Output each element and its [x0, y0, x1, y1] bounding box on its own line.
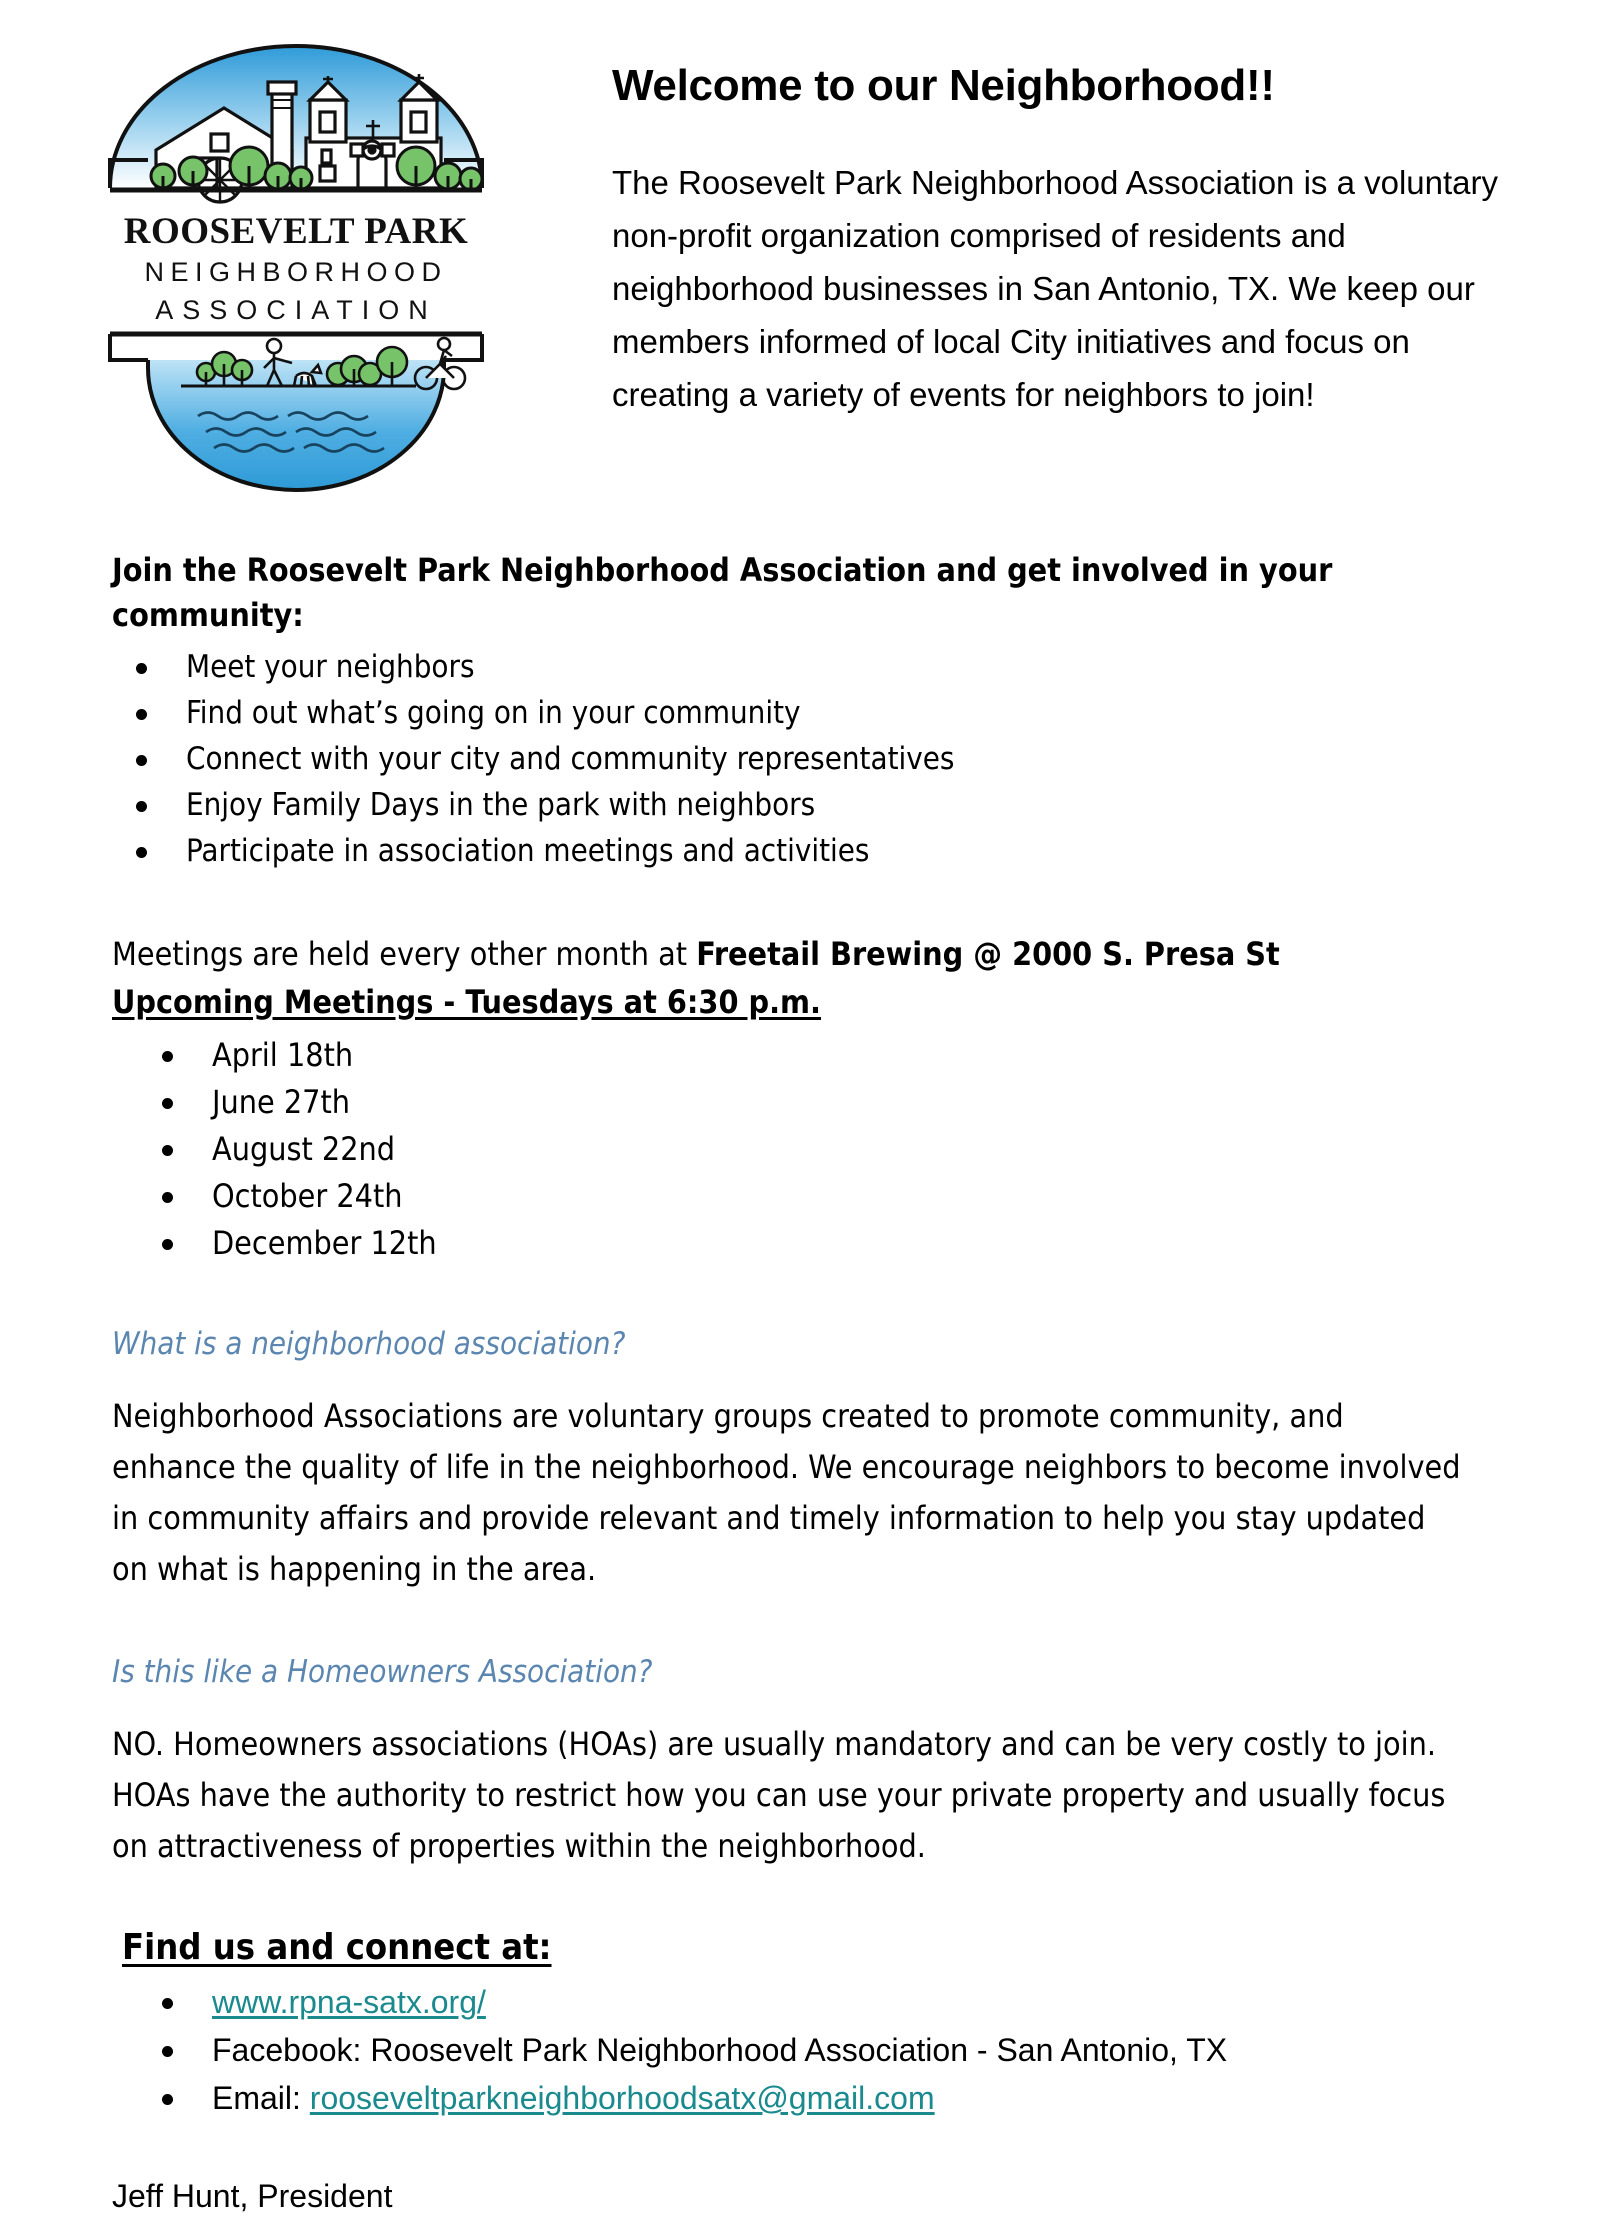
connect-heading: Find us and connect at: [122, 1927, 552, 1968]
logo-line-1: ROOSEVELT PARK [123, 211, 469, 252]
list-item: Connect with your city and community representatives [112, 736, 1512, 782]
email-link[interactable]: rooseveltparkneighborhoodsatx@gmail.com [309, 2080, 935, 2116]
list-item-website [112, 1978, 1512, 2026]
list-item: October 24th [112, 1173, 1512, 1220]
list-item: Find out what’s going on in your community [112, 690, 1512, 736]
website-link[interactable]: www.rpna-satx.org/ [212, 1984, 486, 2020]
faq-question-1: What is a neighborhood association? [112, 1326, 626, 1362]
faq-answer-2: NO. Homeowners associations (HOAs) are usually mandatory and can be very costly to join. HOAs have the authority to restrict how you can use your private property and usually focus on attractiveness of properties within the neighborhood. [112, 1725, 1446, 1865]
header-text-block [612, 60, 1512, 421]
logo-frame-bottom [110, 334, 482, 360]
header [0, 0, 1600, 530]
list-item: Enjoy Family Days in the park with neighbors [112, 782, 1512, 828]
meetings-venue: Freetail Brewing @ 2000 S. Presa St [696, 935, 1280, 973]
intro-paragraph: The Roosevelt Park Neighborhood Association is a voluntary non-profit organization comprised of residents and neighborhood businesses in San Antonio, TX. We keep our members informed of local City initiatives and focus on creating a variety of events for neighbors to join! [612, 164, 1498, 413]
meetings-line-prefix: Meetings are held every other month at [112, 935, 697, 973]
connect-heading-wrap [112, 1872, 1512, 1972]
list-item: April 18th [112, 1032, 1512, 1079]
email-label: Email: [212, 2080, 310, 2116]
meeting-dates-list [112, 1032, 1512, 1267]
meetings-location-line [112, 930, 1512, 978]
list-item: Participate in association meetings and activities [112, 828, 1512, 874]
facebook-label: Facebook: [212, 2032, 371, 2068]
logo-line-3: ASSOCIATION [155, 295, 437, 325]
logo-line-2: NEIGHBORHOOD [144, 257, 448, 287]
faq-question-2: Is this like a Homeowners Association? [112, 1654, 653, 1690]
faq-answer-1: Neighborhood Associations are voluntary groups created to promote community, and enhance the quality of life in the neighborhood. We encourage neighbors to become involved in community affairs and provide relevant and timely information to help you stay updated on what is happening in the area. [112, 1397, 1461, 1588]
facebook-value: Roosevelt Park Neighborhood Association - San Antonio, TX [370, 2032, 1228, 2068]
list-item: December 12th [112, 1220, 1512, 1267]
meetings-subheading: Upcoming Meetings - Tuesdays at 6:30 p.m. [112, 983, 821, 1021]
page-title: Welcome to our Neighborhood!! [612, 61, 1275, 110]
rpna-logo [96, 38, 496, 493]
list-item: Meet your neighbors [112, 644, 1512, 690]
join-heading: Join the Roosevelt Park Neighborhood Association and get involved in your community: [112, 551, 1333, 634]
list-item: August 22nd [112, 1126, 1512, 1173]
benefits-list [112, 644, 1512, 874]
list-item: June 27th [112, 1079, 1512, 1126]
signature: Jeff Hunt, President [112, 2178, 393, 2214]
meetings-subheading-wrap [112, 978, 1512, 1026]
connect-list [112, 1978, 1512, 2122]
list-item-facebook [112, 2026, 1512, 2074]
logo-artwork [96, 38, 496, 493]
main-content [112, 548, 1512, 2216]
list-item-email [112, 2074, 1512, 2122]
